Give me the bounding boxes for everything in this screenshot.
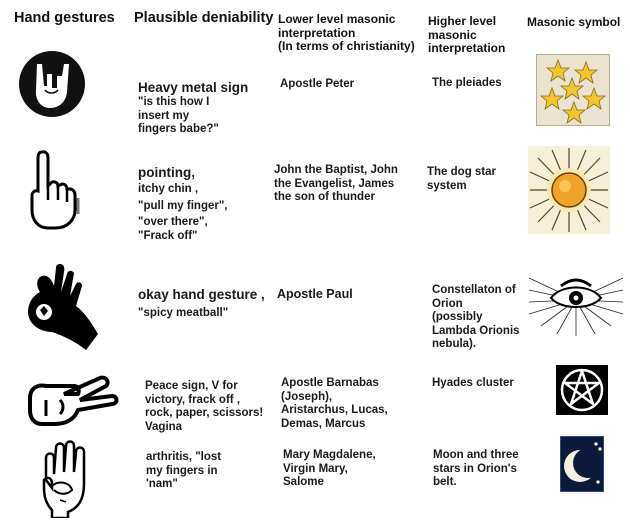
higher-line: Orion xyxy=(432,297,463,310)
deniability-main: okay hand gesture , xyxy=(138,287,265,302)
header-higher-line: Higher level xyxy=(428,14,497,28)
horns-hand-icon xyxy=(17,50,87,118)
deniability-line: "over there", xyxy=(138,216,208,228)
deniability-main: pointing, xyxy=(138,165,195,180)
lower-line: John the Baptist, John xyxy=(274,164,398,176)
higher-line: nebula). xyxy=(432,338,477,350)
header-lower-line: interpretation xyxy=(278,25,356,40)
higher-cell xyxy=(427,166,496,193)
lower-cell xyxy=(283,449,376,490)
lower-cell xyxy=(280,78,354,92)
deniability-line: itchy chin , xyxy=(138,183,199,195)
deniability-line: "spicy meatball" xyxy=(138,307,229,319)
peace-sign-hand-icon xyxy=(24,370,120,428)
lower-cell xyxy=(277,286,353,302)
higher-line: Constellaton of xyxy=(432,284,516,296)
pentagram-icon xyxy=(556,365,608,415)
lower-line: (Joseph), xyxy=(281,390,333,403)
header-masonic-symbol: Masonic symbol xyxy=(527,15,621,29)
header-lower-line: Lower level masonic xyxy=(278,12,396,26)
deniability-line: Vagina xyxy=(145,420,183,433)
three-fingers-hand-icon xyxy=(38,440,96,518)
pointing-hand-icon xyxy=(20,148,82,230)
deniability-line: Peace sign, V for xyxy=(145,380,238,392)
header-higher-line: masonic xyxy=(428,27,477,42)
higher-line: The dog star xyxy=(427,166,497,178)
lower-line: Salome xyxy=(283,476,324,488)
deniability-line: my fingers in xyxy=(146,464,218,477)
lower-cell xyxy=(281,377,388,431)
deniability-cell xyxy=(138,287,265,321)
sun-icon xyxy=(528,146,610,234)
higher-line: The pleiades xyxy=(432,77,502,89)
lower-line: Demas, Marcus xyxy=(281,417,366,430)
gold-stars-icon xyxy=(536,54,610,126)
lower-line: Apostle Peter xyxy=(280,78,355,90)
deniability-line: "Frack off" xyxy=(138,229,198,242)
all-seeing-eye-icon xyxy=(527,268,625,338)
ok-hand-icon xyxy=(14,262,100,352)
header-lower-line: (In terms of christianity) xyxy=(278,39,415,53)
deniability-cell xyxy=(146,451,221,492)
header-hand-gestures: Hand gestures xyxy=(14,10,115,26)
deniability-line: victory, frack off , xyxy=(145,393,241,406)
higher-cell xyxy=(432,77,502,91)
lower-line: the Evangelist, James xyxy=(274,177,395,190)
deniability-cell xyxy=(138,80,248,137)
higher-line: system xyxy=(427,179,467,192)
deniability-line: insert my xyxy=(138,109,190,122)
deniability-line: 'nam" xyxy=(146,478,178,490)
higher-line: Hyades cluster xyxy=(432,377,514,389)
higher-line: (possibly xyxy=(432,311,483,323)
deniability-main: Heavy metal sign xyxy=(138,80,249,95)
lower-line: Mary Magdalene, xyxy=(283,449,376,461)
deniability-cell xyxy=(138,165,228,243)
lower-line: the son of thunder xyxy=(274,191,375,203)
header-plausible-deniability: Plausible deniability xyxy=(134,10,274,26)
crescent-moon-stars-icon xyxy=(560,436,604,492)
higher-cell xyxy=(432,377,514,391)
lower-cell xyxy=(274,164,398,205)
deniability-line: rock, paper, scissors! xyxy=(145,407,264,419)
lower-line: Apostle Barnabas xyxy=(281,377,379,389)
higher-cell xyxy=(433,449,519,490)
higher-line: stars in Orion's xyxy=(433,462,517,475)
higher-line: Lambda Orionis xyxy=(432,324,520,337)
higher-cell xyxy=(432,284,520,352)
header-lower-level xyxy=(278,13,415,54)
deniability-line: arthritis, "lost xyxy=(146,451,222,463)
lower-line: Aristarchus, Lucas, xyxy=(281,404,388,416)
deniability-line: "pull my finger", xyxy=(138,199,228,212)
higher-line: Moon and three xyxy=(433,449,519,461)
header-higher-line: interpretation xyxy=(428,41,506,55)
deniability-cell xyxy=(145,380,263,434)
higher-line: belt. xyxy=(433,476,457,488)
lower-line: Virgin Mary, xyxy=(283,462,348,475)
deniability-line: fingers babe?" xyxy=(138,123,219,135)
deniability-line: "is this how I xyxy=(138,96,210,108)
header-higher-level xyxy=(428,15,505,56)
lower-line: Apostle Paul xyxy=(277,287,353,301)
